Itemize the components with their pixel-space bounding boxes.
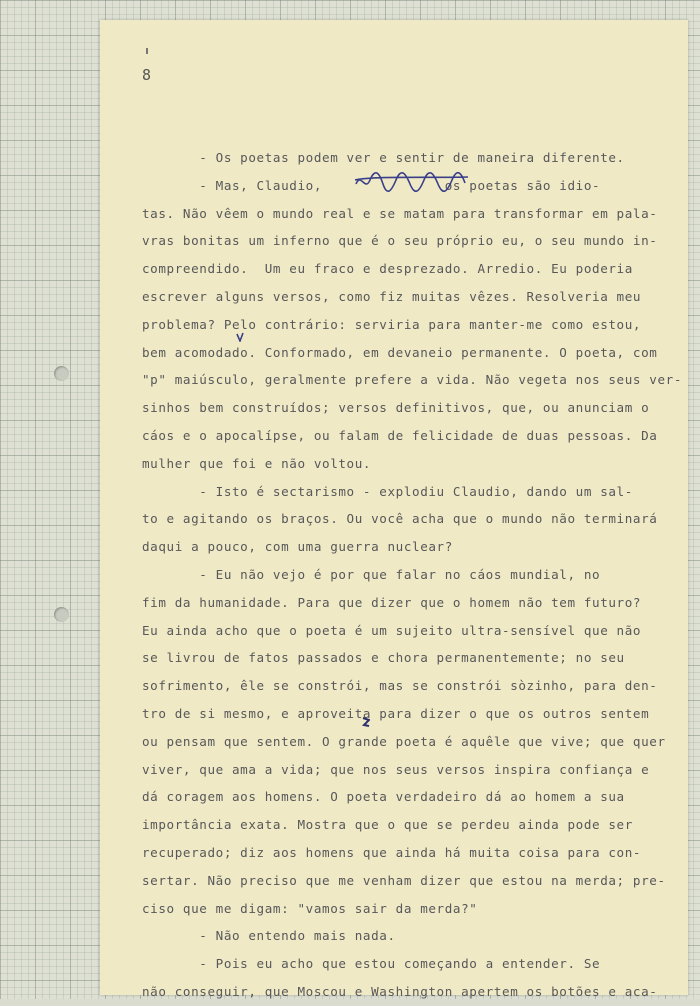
- text-line: ou pensam que sentem. O grande poeta é aquêle que vive; que quer: [142, 733, 666, 749]
- text-line: mulher que foi e não voltou.: [142, 455, 372, 471]
- text-line: escrever alguns versos, como fiz muitas vêzes. Resolveria meu: [142, 288, 642, 304]
- text-line: to e agitando os braços. Ou você acha que o mundo não terminará: [142, 511, 658, 527]
- text-line: - Eu não vejo é por que falar no cáos mundial, no: [142, 566, 601, 582]
- text-line: cáos e o apocalípse, ou falam de felicidade de duas pessoas. Da: [142, 427, 658, 443]
- text-line: sinhos bem construídos; versos definitivos, que, ou anunciam o: [142, 400, 650, 416]
- page-number: 8: [142, 66, 152, 84]
- document-page: [100, 20, 688, 999]
- text-line: - Os poetas podem ver e sentir de maneira diferente.: [142, 150, 625, 165]
- text-line: sertar. Não preciso que me venham dizer que estou na merda; pre-: [142, 872, 666, 888]
- text-line: não conseguir, que Moscou e Washington apertem os botões e aca-: [142, 983, 658, 999]
- text-line: compreendido. Um eu fraco e desprezado. Arredio. Eu poderia: [142, 261, 633, 277]
- text-line: "p" maiúsculo, geralmente prefere a vida. Não vegeta nos seus ver-: [142, 372, 683, 388]
- text-line: - Isto é sectarismo - explodiu Claudio, dando um sal-: [142, 483, 633, 499]
- text-line: bem acomodado. Conformado, em devaneio permanente. O poeta, com: [142, 344, 658, 360]
- pen-scribble-strikeout: [353, 168, 473, 194]
- text-line: dá coragem aos homens. O poeta verdadeiro dá ao homem a sua: [142, 789, 625, 805]
- text-line: Eu ainda acho que o poeta é um sujeito ultra-sensível que não: [142, 622, 642, 638]
- typewritten-text: [142, 144, 683, 1006]
- text-line: tas. Não vêem o mundo real e se matam para transformar em pala-: [142, 205, 658, 221]
- text-line: - Pois eu acho que estou começando a entender. Se: [142, 956, 601, 972]
- punch-hole: [54, 607, 69, 622]
- pen-correction-mark: [236, 332, 244, 342]
- text-line: se livrou de fatos passados e chora permanentemente; no seu: [142, 650, 625, 666]
- punch-hole: [54, 366, 69, 381]
- text-line: vras bonitas um inferno que é o seu próprio eu, o seu mundo in-: [142, 233, 658, 249]
- pen-correction-mark: [362, 717, 370, 727]
- text-line: tro de si mesmo, e aproveita para dizer o que os outros sentem: [142, 705, 650, 721]
- text-line: fim da humanidade. Para que dizer que o homem não tem futuro?: [142, 594, 642, 610]
- margin-tick-mark: [146, 48, 148, 54]
- text-line: importância exata. Mostra que o que se perdeu ainda pode ser: [142, 817, 633, 833]
- text-line: - Mas, Claudio, os poetas são idio-: [142, 177, 601, 193]
- text-line: sofrimento, êle se constrói, mas se constrói sòzinho, para den-: [142, 678, 658, 694]
- text-line: recuperado; diz aos homens que ainda há muita coisa para con-: [142, 844, 642, 860]
- text-line: problema? Pelo contrário: serviria para manter-me como estou,: [142, 316, 642, 332]
- text-line: daqui a pouco, com uma guerra nuclear?: [142, 539, 453, 555]
- text-line: ciso que me digam: "vamos sair da merda?": [142, 900, 478, 916]
- text-line: viver, que ama a vida; que nos seus versos inspira confiança e: [142, 761, 650, 777]
- text-line: - Não entendo mais nada.: [142, 928, 396, 944]
